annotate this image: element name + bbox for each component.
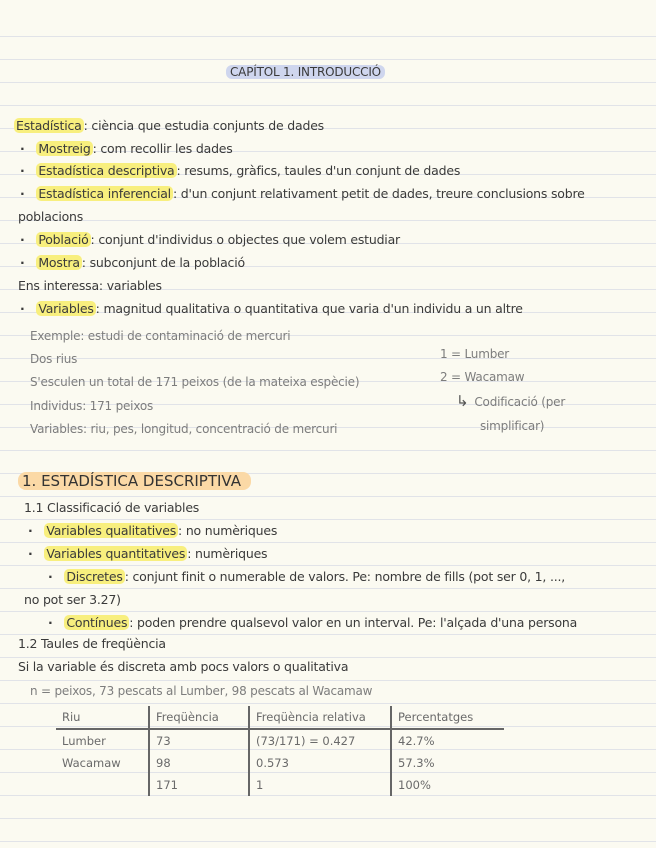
header-frequencia: Freqüència: [149, 706, 249, 729]
page-title: CAPÍTOL 1. INTRODUCCIÓ: [226, 65, 385, 79]
example-line: Dos rius: [30, 352, 78, 366]
bullet-discretes: [48, 569, 565, 585]
example-title: Exemple: estudi de contaminació de mercuri: [30, 329, 291, 343]
bullet-text: : resums, gràfics, taules d'un conjunt de dades: [176, 163, 461, 178]
term-quantitatives: Variables quantitatives: [46, 546, 186, 561]
term-discretes: Discretes: [66, 569, 123, 584]
bullet-text: : no numèriques: [178, 523, 278, 538]
bullet-quantitatives: [28, 546, 267, 562]
term-qualitatives: Variables qualitatives: [46, 523, 177, 538]
interessa-text: Ens interessa: variables: [18, 278, 162, 293]
term-poblacio: Població: [38, 232, 89, 247]
definition-text: : ciència que estudia conjunts de dades: [83, 118, 324, 133]
subheading-taules: 1.2 Taules de freqüència: [18, 636, 166, 651]
bullet-text: : poden prendre qualsevol valor en un interval. Pe: l'alçada d'una persona: [129, 615, 578, 630]
bullet-text: : numèriques: [187, 546, 268, 561]
n-line: n = peixos, 73 pescats al Lumber, 98 pescats al Wacamaw: [30, 684, 373, 698]
return-arrow-icon: ↳: [456, 392, 469, 410]
term-mostreig: Mostreig: [38, 141, 91, 156]
table-cell: 73: [149, 729, 249, 752]
table-cell: [56, 774, 149, 796]
bullet-text: : subconjunt de la població: [81, 255, 245, 270]
bullet-variables: [20, 301, 523, 317]
term-mostra: Mostra: [38, 255, 80, 270]
header-frequencia-relativa: Freqüència relativa: [249, 706, 391, 729]
bullet-mostreig: [20, 141, 233, 157]
example-line: Variables: riu, pes, longitud, concentració de mercuri: [30, 422, 338, 436]
bullet-qualitatives: [28, 523, 277, 539]
example-line: Individus: 171 peixos: [30, 399, 154, 413]
bullet-text: : conjunt d'individus o objectes que volem estudiar: [90, 232, 400, 247]
bullet-continuation: [18, 209, 83, 225]
bullet-descriptiva: [20, 163, 460, 179]
table-cell: 0.573: [249, 752, 391, 774]
table-row: [56, 729, 504, 752]
bullet-text: : conjunt finit o numerable de valors. Pe: nombre de fills (pot ser 0, 1, ...,: [124, 569, 566, 584]
frequency-table: [56, 706, 504, 796]
discretes-continuation: no pot ser 3.27): [24, 592, 121, 607]
section-heading: 1. ESTADÍSTICA DESCRIPTIVA: [18, 472, 251, 490]
bullet-poblacio: [20, 232, 400, 248]
table-cell: Wacamaw: [62, 756, 121, 770]
table-cell: 57.3%: [391, 752, 504, 774]
bullet-inferencial: [20, 186, 585, 202]
coding-note: [456, 393, 565, 410]
table-cell: 42.7%: [391, 729, 504, 752]
bullet-mostra: [20, 255, 245, 271]
header-riu: Riu: [56, 706, 149, 729]
table-cell: Lumber: [62, 734, 106, 748]
table-cell: 100%: [391, 774, 504, 796]
coding-note-text: Codificació (per: [474, 395, 566, 409]
table-row: [56, 752, 504, 774]
bullet-continues: [48, 615, 577, 631]
bullet-text: : com recollir les dades: [92, 141, 233, 156]
table-cell: 98: [149, 752, 249, 774]
page-title-line: [226, 64, 385, 80]
table-cell: (73/171) = 0.427: [249, 729, 391, 752]
bullet-text: : d'un conjunt relativament petit de dades, treure conclusions sobre: [172, 186, 585, 201]
table-cell: 1: [249, 774, 391, 796]
term-variables: Variables: [38, 301, 94, 316]
header-percentatges: Percentatges: [391, 706, 504, 729]
table-row: [56, 774, 504, 796]
bullet-text: poblacions: [18, 209, 84, 224]
definition-estadistica: [14, 118, 324, 134]
term-estadistica: Estadística: [16, 118, 82, 133]
term-descriptiva: Estadística descriptiva: [38, 163, 175, 178]
example-line: S'esculen un total de 171 peixos (de la mateixa espècie): [30, 375, 360, 389]
coding-wacamaw: 2 = Wacamaw: [440, 370, 525, 384]
si-variable-line: Si la variable és discreta amb pocs valors o qualitativa: [18, 659, 349, 674]
coding-lumber: 1 = Lumber: [440, 347, 510, 361]
subheading-classificacio: 1.1 Classificació de variables: [24, 500, 200, 515]
term-continues: Contínues: [66, 615, 128, 630]
bullet-text: : magnitud qualitativa o quantitativa que varia d'un individu a un altre: [95, 301, 523, 316]
term-inferencial: Estadística inferencial: [38, 186, 171, 201]
coding-note-cont: simplificar): [480, 419, 545, 433]
table-cell: 171: [149, 774, 249, 796]
interessa-line: [18, 278, 162, 294]
table-header-row: [56, 706, 504, 729]
